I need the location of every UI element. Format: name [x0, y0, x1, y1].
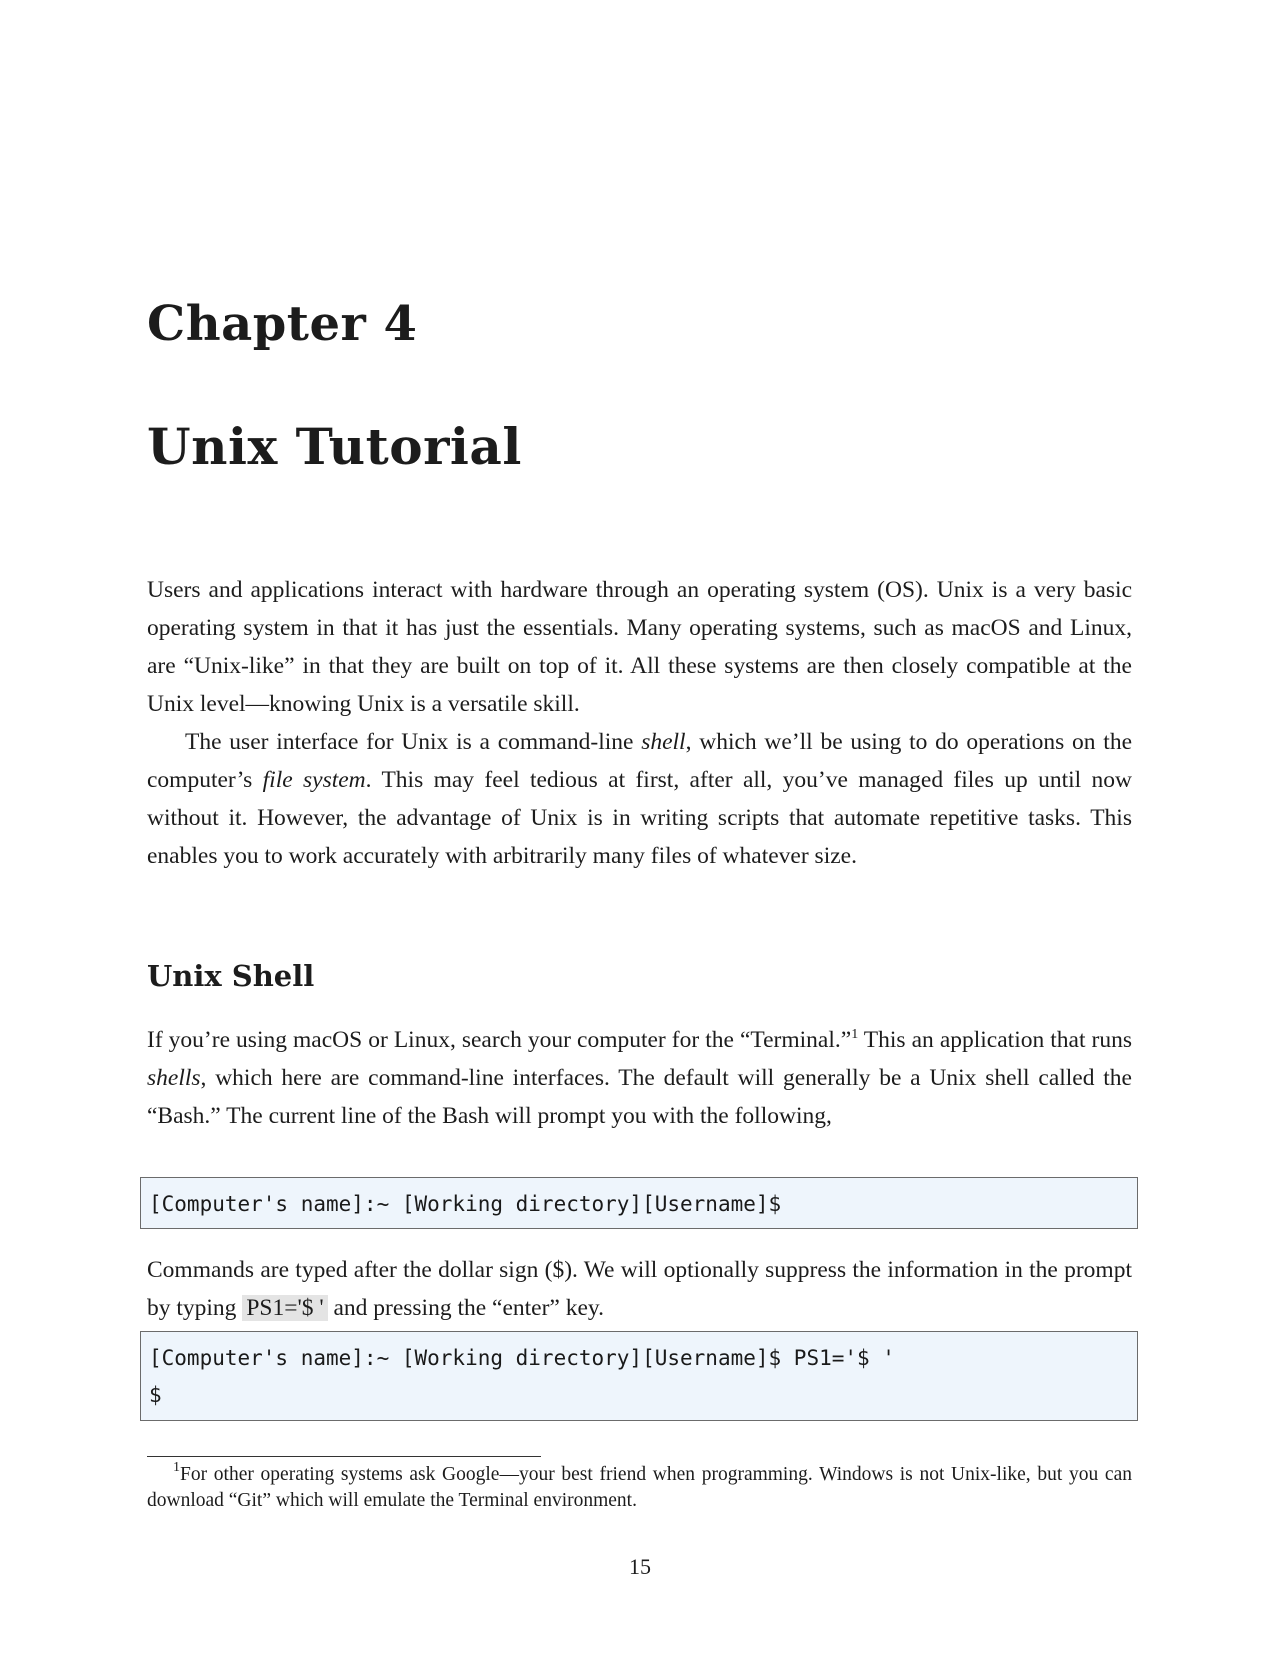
- inline-code-ps1: PS1='$ ': [242, 1295, 327, 1321]
- emphasis-shell: shell: [641, 729, 686, 755]
- prompt-paragraph: [147, 1251, 1132, 1327]
- footnote-divider: [147, 1456, 541, 1457]
- emphasis-file-system: file system: [262, 767, 366, 793]
- footnote-marker: 1: [851, 1027, 859, 1042]
- intro-paragraph-2-part-b: , which we’ll be using to do operations on the computer’s: [147, 729, 1133, 793]
- chapter-label: Chapter 4: [147, 296, 418, 352]
- code-line-2: $: [149, 1383, 162, 1407]
- code-block-prompt: [140, 1177, 1138, 1229]
- shell-paragraph-1-part-b: This an application that runs: [858, 1027, 1132, 1053]
- shell-paragraph-1-part-c: , which here are command-line interfaces. The default will generally be a Unix shell called the “Bash.” The current line of the Bash will prompt you with the following,: [147, 1065, 1132, 1129]
- intro-paragraph-2-part-a: The user interface for Unix is a command-line: [185, 729, 642, 755]
- section-heading: Unix Shell: [147, 959, 315, 993]
- footnote-number: 1: [173, 1460, 180, 1475]
- shell-paragraph-1-part-a: If you’re using macOS or Linux, search your computer for the “Terminal.”: [147, 1027, 852, 1053]
- prompt-paragraph-text: [147, 1251, 1132, 1327]
- code-line: [Computer's name]:~ [Working directory][Username]$: [149, 1192, 782, 1216]
- code-block-ps1: [140, 1331, 1138, 1421]
- emphasis-shells: shells: [147, 1065, 201, 1091]
- prompt-paragraph-part-a: Commands are typed after the dollar sign ($). We will optionally suppress the information in the prompt by typing: [147, 1257, 1132, 1321]
- intro-paragraph-2: [147, 723, 1132, 875]
- page-number: 15: [629, 1554, 651, 1579]
- intro-paragraph-2-part-c: . This may feel tedious at first, after all, you’ve managed files up until now without it. However, the advantage of Unix is in writing scripts that automate repetitive tasks. This enables you to work accurately with arbitrarily many files of whatever size.: [147, 767, 1132, 869]
- footnote-body: For other operating systems ask Google—your best friend when programming. Windows is not Unix-like, but you can download “Git” which will emulate the Terminal environment.: [147, 1464, 1132, 1511]
- intro-paragraph-1: Users and applications interact with hardware through an operating system (OS). Unix is a very basic operating system in that it has just the essentials. Many operating systems, such as macOS and Linux, are “Unix-like” in that they are built on top of it. All these systems are then closely compatible at the Unix level—knowing Unix is a versatile skill.: [147, 577, 1132, 717]
- prompt-paragraph-part-b: and pressing the “enter” key.: [327, 1295, 605, 1321]
- footnote: [147, 1462, 1132, 1514]
- code-line-1: [Computer's name]:~ [Working directory][Username]$ PS1='$ ': [149, 1346, 895, 1370]
- shell-paragraph-1: [147, 1021, 1132, 1135]
- intro-text: [147, 571, 1132, 875]
- footnote-text: [147, 1462, 1132, 1514]
- shell-paragraph: [147, 1021, 1132, 1135]
- chapter-title: Unix Tutorial: [147, 417, 522, 476]
